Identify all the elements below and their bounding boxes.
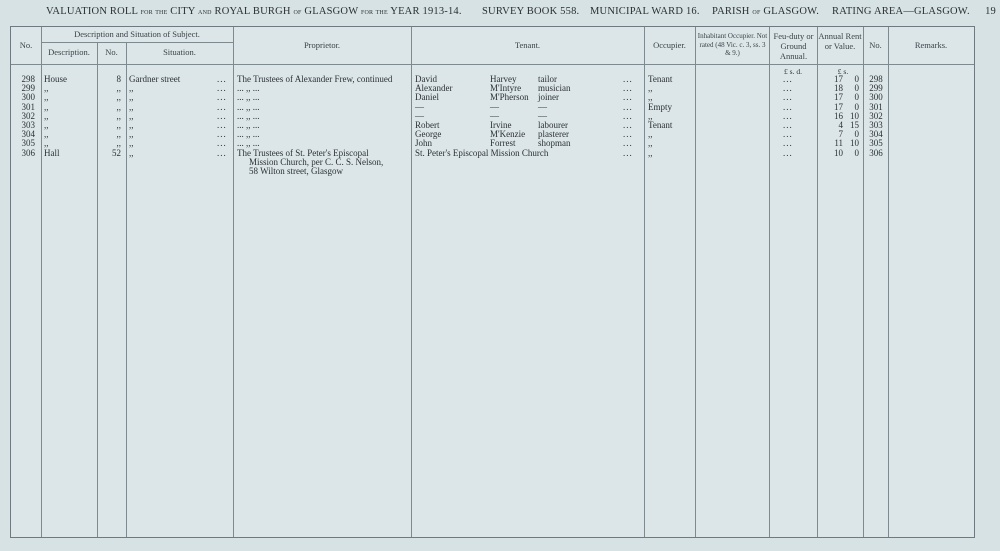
col-description: Description. xyxy=(48,47,90,57)
row-number: 303 xyxy=(21,120,35,130)
row-description: House xyxy=(44,74,67,84)
annual-units: £ s. xyxy=(837,67,849,76)
row-tenant-occupation: labourer xyxy=(538,120,568,130)
survey-book: SURVEY BOOK 558. xyxy=(482,6,580,17)
row-feuduty: ... xyxy=(783,110,793,121)
row-tenant-first-name: John xyxy=(415,138,433,149)
row-proprietor: The Trustees of Alexander Frew, continued xyxy=(237,74,393,84)
municipal-ward: MUNICIPAL WARD 16. xyxy=(590,6,700,17)
row-number: 299 xyxy=(21,83,35,94)
row-description: Hall xyxy=(44,147,60,158)
row-number-repeat: 299 xyxy=(869,83,883,94)
row-feuduty: ... xyxy=(783,83,793,94)
row-number: 304 xyxy=(21,129,35,140)
col-situation: Situation. xyxy=(163,47,196,57)
row-number: 305 xyxy=(21,138,35,149)
row-number-repeat: 302 xyxy=(869,110,883,121)
row-house-number: ,, xyxy=(116,138,121,149)
row-number-repeat: 305 xyxy=(869,138,883,149)
row-tenant-dots: ... xyxy=(623,138,633,149)
row-situation: ,, xyxy=(129,120,134,130)
row-situation: ,, xyxy=(129,101,134,112)
row-tenant-first-name: Robert xyxy=(415,120,440,130)
row-tenant-occupation: plasterer xyxy=(538,129,569,140)
row-tenant-first-name: George xyxy=(415,129,442,140)
row-tenant-surname: Forrest xyxy=(490,138,516,149)
row-situation-dots: ... xyxy=(217,110,227,121)
row-tenant-surname: Harvey xyxy=(490,74,517,84)
row-proprietor: ... ,, ... xyxy=(237,120,260,130)
row-house-number: ,, xyxy=(116,110,121,121)
row-feuduty: ... xyxy=(783,74,793,84)
row-number: 302 xyxy=(21,110,35,121)
row-tenant-occupation: — xyxy=(538,101,547,112)
row-number: 298 xyxy=(21,74,35,84)
row-number-repeat: 306 xyxy=(869,147,883,158)
row-occupier: ,, xyxy=(648,110,653,121)
row-shillings: 0 xyxy=(854,101,859,112)
col-feuduty: Feu-duty or Ground Annual. xyxy=(773,31,814,61)
col-inhabitant: Inhabitant Occupier. Not rated (48 Vic. c. 3, ss. 3 & 9.) xyxy=(697,32,768,57)
row-number-repeat: 298 xyxy=(869,74,883,84)
row-situation-dots: ... xyxy=(217,92,227,103)
row-proprietor-continued: 58 Wilton street, Glasgow xyxy=(249,166,343,176)
row-tenant-surname: M'Pherson xyxy=(490,92,529,103)
row-feuduty: ... xyxy=(783,101,793,112)
row-number: 300 xyxy=(21,92,35,103)
col-no: No. xyxy=(19,40,33,50)
row-situation-dots: ... xyxy=(217,129,227,140)
row-tenant-occupation: — xyxy=(538,110,547,121)
row-number: 306 xyxy=(21,147,35,158)
col-desc-group: Description and Situation of Subject. xyxy=(74,29,200,39)
row-pounds: 16 xyxy=(834,110,843,121)
row-description: ,, xyxy=(44,120,49,130)
row-situation-dots: ... xyxy=(217,138,227,149)
row-tenant-surname: Irvine xyxy=(490,120,512,130)
row-house-number: ,, xyxy=(116,83,121,94)
row-proprietor: ... ,, ... xyxy=(237,101,260,112)
row-description: ,, xyxy=(44,110,49,121)
row-tenant-dots: ... xyxy=(623,83,633,94)
row-tenant-occupation: shopman xyxy=(538,138,571,149)
row-situation: Gardner street xyxy=(129,74,181,84)
row-house-number: ,, xyxy=(116,129,121,140)
col-no-2: No. xyxy=(869,40,882,50)
row-shillings: 0 xyxy=(854,129,859,140)
feu-units: £ s. d. xyxy=(784,67,802,76)
row-situation-dots: ... xyxy=(217,74,227,84)
row-house-number: ,, xyxy=(116,120,121,130)
row-description: ,, xyxy=(44,83,49,94)
row-tenant-occupation: joiner xyxy=(538,92,559,103)
row-pounds: 10 xyxy=(834,147,843,158)
row-feuduty: ... xyxy=(783,120,793,130)
row-pounds: 18 xyxy=(834,83,843,94)
row-proprietor: ... ,, ... xyxy=(237,110,260,121)
row-occupier: ,, xyxy=(648,138,653,149)
row-description: ,, xyxy=(44,138,49,149)
row-situation-dots: ... xyxy=(217,83,227,94)
row-tenant-dots: ... xyxy=(623,74,633,84)
row-shillings: 0 xyxy=(854,74,859,84)
row-number-repeat: 303 xyxy=(869,120,883,130)
row-tenant-first-name: St. Peter's Episcopal Mission Church xyxy=(415,147,549,158)
row-tenant-first-name: Daniel xyxy=(415,92,439,103)
row-description: ,, xyxy=(44,129,49,140)
row-tenant-first-name: Alexander xyxy=(415,83,453,94)
row-situation-dots: ... xyxy=(217,120,227,130)
row-shillings: 0 xyxy=(854,92,859,103)
row-tenant-dots: ... xyxy=(623,147,633,158)
row-shillings: 10 xyxy=(850,110,859,121)
row-tenant-dots: ... xyxy=(623,92,633,103)
parish: PARISH of GLASGOW. xyxy=(712,6,820,17)
row-occupier: ,, xyxy=(648,83,653,94)
row-occupier: ,, xyxy=(648,92,653,103)
row-tenant-surname: — xyxy=(490,110,499,121)
col-tenant: Tenant. xyxy=(514,40,541,50)
row-house-number: ,, xyxy=(116,92,121,103)
row-pounds: 4 xyxy=(838,120,843,130)
row-proprietor: The Trustees of St. Peter's Episcopal xyxy=(237,147,369,158)
row-pounds: 17 xyxy=(834,101,843,112)
row-occupier: Tenant xyxy=(648,120,673,130)
col-remarks: Remarks. xyxy=(914,40,948,50)
row-tenant-dots: ... xyxy=(623,129,633,140)
col-annual: Annual Rent or Value. xyxy=(818,31,862,51)
row-tenant-surname: M'Intyre xyxy=(490,83,522,94)
page-header xyxy=(0,0,1000,24)
row-number-repeat: 301 xyxy=(869,101,883,112)
row-situation: ,, xyxy=(129,92,134,103)
row-situation: ,, xyxy=(129,83,134,94)
row-tenant-surname: — xyxy=(490,101,499,112)
row-feuduty: ... xyxy=(783,147,793,158)
row-tenant-dots: ... xyxy=(623,120,633,130)
row-feuduty: ... xyxy=(783,129,793,140)
valuation-table xyxy=(10,26,975,538)
row-proprietor: ... ,, ... xyxy=(237,92,260,103)
row-situation: ,, xyxy=(129,147,134,158)
row-house-number: ,, xyxy=(116,101,121,112)
row-occupier: ,, xyxy=(648,129,653,140)
row-pounds: 11 xyxy=(834,138,843,149)
row-shillings: 10 xyxy=(850,138,859,149)
row-house-number: 8 xyxy=(116,74,121,84)
row-tenant-first-name: David xyxy=(415,74,437,84)
row-tenant-dots: ... xyxy=(623,110,633,121)
row-pounds: 17 xyxy=(834,92,843,103)
row-occupier: ,, xyxy=(648,147,653,158)
col-occupier: Occupier. xyxy=(653,40,686,50)
col-desc-no: No. xyxy=(105,47,118,57)
row-shillings: 15 xyxy=(850,120,859,130)
row-shillings: 0 xyxy=(854,83,859,94)
row-situation: ,, xyxy=(129,129,134,140)
row-proprietor: ... ,, ... xyxy=(237,129,260,140)
row-occupier: Empty xyxy=(648,101,672,112)
row-proprietor: ... ,, ... xyxy=(237,138,260,149)
row-number-repeat: 300 xyxy=(869,92,883,103)
row-proprietor-continued: Mission Church, per C. C. S. Nelson, xyxy=(249,156,384,167)
row-situation-dots: ... xyxy=(217,147,227,158)
row-number-repeat: 304 xyxy=(869,129,883,140)
row-shillings: 0 xyxy=(854,147,859,158)
roll-title: VALUATION ROLL for the CITY and ROYAL BURGH of GLASGOW for the YEAR 1913-14. xyxy=(46,6,462,17)
row-house-number: 52 xyxy=(112,147,121,158)
row-proprietor: ... ,, ... xyxy=(237,83,260,94)
row-tenant-dots: ... xyxy=(623,101,633,112)
page-number: 19 xyxy=(985,6,996,17)
row-tenant-first-name: — xyxy=(415,110,424,121)
row-description: ,, xyxy=(44,101,49,112)
row-feuduty: ... xyxy=(783,92,793,103)
row-tenant-surname: M'Kenzie xyxy=(490,129,526,140)
row-occupier: Tenant xyxy=(648,74,673,84)
row-number: 301 xyxy=(21,101,35,112)
row-tenant-occupation: tailor xyxy=(538,74,557,84)
col-proprietor: Proprietor. xyxy=(303,40,341,50)
row-pounds: 17 xyxy=(834,74,843,84)
row-situation: ,, xyxy=(129,110,134,121)
rating-area: RATING AREA—GLASGOW. xyxy=(832,6,970,17)
row-tenant-first-name: — xyxy=(415,101,424,112)
row-description: ,, xyxy=(44,92,49,103)
row-tenant-occupation: musician xyxy=(538,83,571,94)
row-situation: ,, xyxy=(129,138,134,149)
row-pounds: 7 xyxy=(838,129,843,140)
row-situation-dots: ... xyxy=(217,101,227,112)
row-feuduty: ... xyxy=(783,138,793,149)
